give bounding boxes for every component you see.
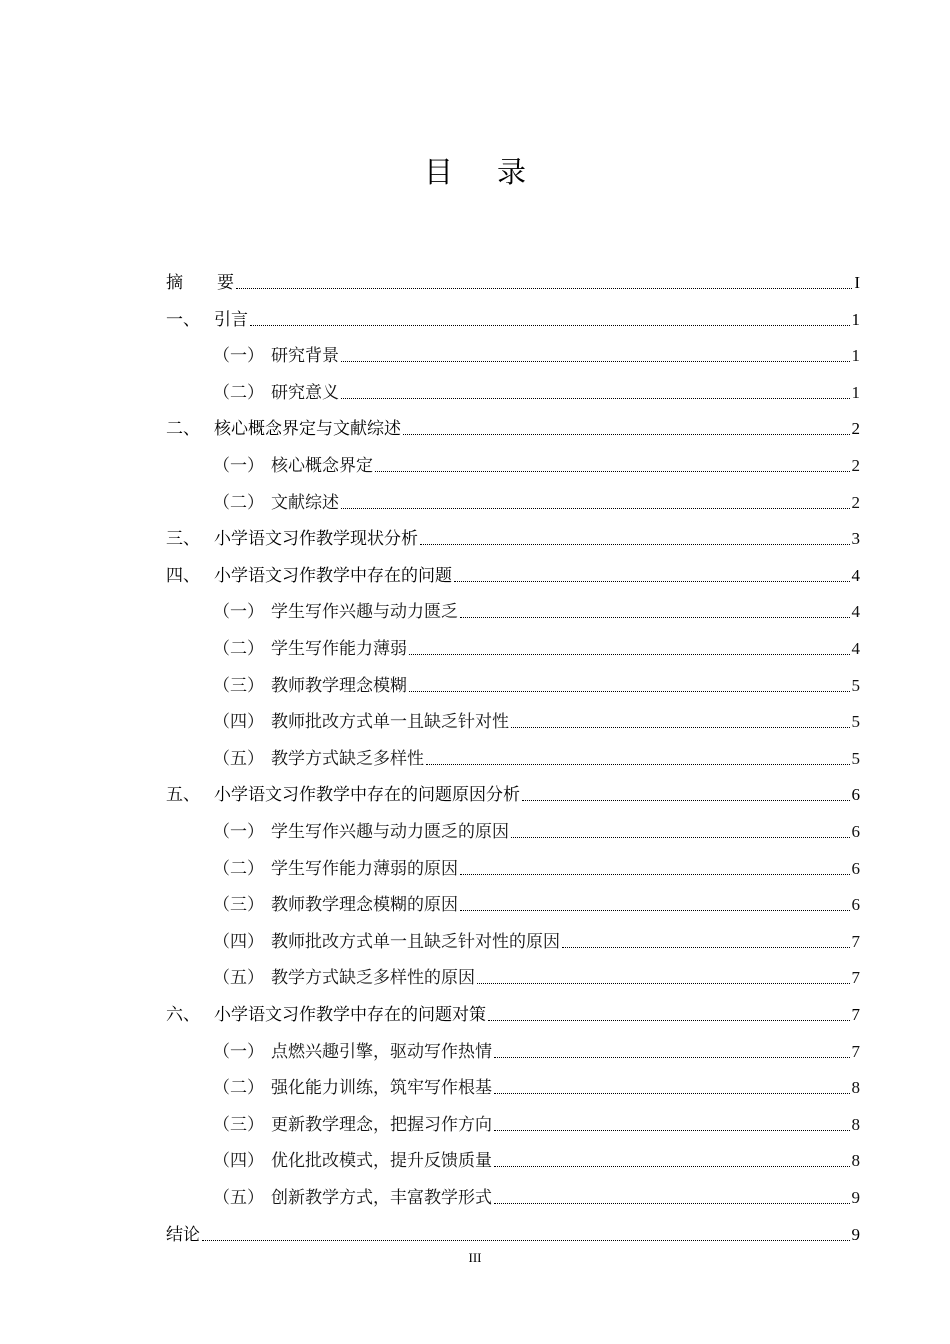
toc-entry-page: 2	[851, 456, 860, 475]
toc-entry[interactable]	[166, 404, 860, 440]
toc-entry[interactable]	[166, 258, 860, 294]
toc-entry-page: 2	[851, 492, 860, 512]
toc-entry-number: （二）	[213, 492, 264, 513]
toc-entry-label: 核心概念界定	[271, 456, 373, 476]
toc-entry-page: 1	[851, 309, 860, 329]
toc-entry[interactable]	[166, 1063, 860, 1099]
toc-entry[interactable]	[166, 587, 860, 623]
toc-entry-label: 研究背景	[271, 346, 339, 367]
toc-entry[interactable]	[166, 1100, 860, 1136]
toc-entry-number: 二、	[166, 419, 200, 440]
toc-entry-number: 三、	[166, 529, 200, 550]
toc-entry-number: （二）	[213, 1078, 264, 1099]
toc-dot-leader	[494, 1165, 850, 1167]
toc-entry[interactable]	[166, 441, 860, 477]
toc-entry-label: 教师教学理念模糊	[271, 675, 407, 696]
toc-entry-label: 学生写作兴趣与动力匮乏	[271, 602, 458, 623]
toc-entry-page: 5	[851, 675, 860, 695]
toc-dot-leader	[341, 397, 850, 399]
toc-dot-leader	[460, 909, 850, 911]
page-title	[0, 150, 950, 191]
toc-entry-number: （一）	[213, 602, 264, 623]
toc-dot-leader	[341, 360, 850, 362]
toc-entry-page: 4	[851, 602, 860, 622]
toc-entry-page: 1	[851, 382, 860, 402]
toc-entry-label: 教师批改方式单一且缺乏针对性	[271, 712, 509, 733]
toc-dot-leader	[477, 982, 850, 984]
toc-entry-label: 教师教学理念模糊的原因	[271, 895, 458, 916]
toc-dot-leader	[250, 324, 850, 326]
toc-entry[interactable]	[166, 551, 860, 587]
toc-entry-label: 核心概念界定与文献综述	[214, 419, 401, 440]
toc-entry[interactable]	[166, 770, 860, 806]
toc-entry[interactable]	[166, 661, 860, 697]
toc-entry-page: 6	[851, 822, 860, 841]
toc-entry[interactable]	[166, 514, 860, 550]
toc-entry-page: 8	[851, 1114, 860, 1134]
toc-dot-leader	[511, 726, 850, 728]
toc-entry[interactable]	[166, 1173, 860, 1209]
toc-entry[interactable]	[166, 880, 860, 916]
toc-dot-leader	[202, 1239, 850, 1241]
toc-dot-leader	[409, 690, 850, 692]
toc-entry-page: 6	[851, 895, 860, 915]
toc-entry-number: （二）	[213, 639, 264, 659]
toc-entry-number: （一）	[213, 456, 264, 476]
toc-entry[interactable]	[166, 1136, 860, 1172]
toc-dot-leader	[494, 1202, 850, 1204]
toc-dot-leader	[460, 616, 850, 618]
toc-entry-page: 4	[851, 565, 860, 585]
toc-entry-number: （二）	[213, 382, 264, 403]
toc-entry[interactable]	[166, 1210, 860, 1246]
toc-entry-label: 小学语文习作教学中存在的问题对策	[214, 1005, 486, 1025]
toc-dot-leader	[236, 287, 852, 289]
toc-dot-leader	[426, 763, 850, 765]
toc-dot-leader	[420, 543, 850, 545]
toc-entry-number: （五）	[213, 748, 264, 769]
toc-entry-label: 小学语文习作教学现状分析	[214, 529, 418, 550]
toc-entry[interactable]	[166, 368, 860, 404]
toc-entry-number: 摘 要	[166, 273, 234, 293]
toc-entry-page: 7	[851, 968, 860, 988]
toc-dot-leader	[494, 1129, 850, 1131]
toc-entry-page: 6	[851, 858, 860, 878]
toc-entry-page: 9	[851, 1188, 860, 1207]
toc-entry-label: 引言	[214, 309, 248, 330]
toc-entry-label: 教师批改方式单一且缺乏针对性的原因	[271, 931, 560, 952]
toc-dot-leader	[494, 1092, 850, 1094]
toc-entry-page: 8	[851, 1151, 860, 1171]
toc-entry-label: 学生写作能力薄弱的原因	[271, 858, 458, 879]
toc-entry-page: 5	[851, 712, 860, 732]
toc-entry[interactable]	[166, 953, 860, 989]
toc-dot-leader	[341, 507, 850, 509]
toc-entry-page: 7	[851, 1041, 860, 1061]
toc-entry-label: 结论	[166, 1224, 200, 1245]
toc-entry[interactable]	[166, 624, 860, 660]
toc-entry-number: 六、	[166, 1005, 200, 1025]
toc-entry-number: （四）	[213, 931, 264, 952]
toc-entry-label: 文献综述	[271, 492, 339, 513]
toc-entry[interactable]	[166, 478, 860, 514]
toc-entry-label: 优化批改模式，提升反馈质量	[271, 1151, 492, 1172]
toc-entry-label: 教学方式缺乏多样性的原因	[271, 968, 475, 989]
toc-dot-leader	[454, 580, 850, 582]
toc-dot-leader	[494, 1056, 850, 1058]
toc-entry-page: 9	[851, 1224, 860, 1244]
toc-entry-page: 3	[851, 529, 860, 549]
toc-entry-label: 教学方式缺乏多样性	[271, 748, 424, 769]
toc-entry-number: （一）	[213, 822, 264, 842]
toc-entry-label: 更新教学理念，把握习作方向	[271, 1114, 492, 1135]
toc-entry-number: （三）	[213, 895, 264, 916]
toc-dot-leader	[488, 1019, 850, 1021]
toc-entry-number: （四）	[213, 1151, 264, 1172]
toc-entry-number: （五）	[213, 968, 264, 989]
toc-dot-leader	[409, 653, 850, 655]
page-number: III	[468, 1250, 482, 1265]
toc-entry[interactable]	[166, 1027, 860, 1063]
title-char-1: 目	[423, 155, 453, 189]
toc-entry-page: 8	[851, 1078, 860, 1098]
toc-entry-number: （五）	[213, 1188, 264, 1208]
toc-entry[interactable]	[166, 807, 860, 843]
toc-entry-label: 强化能力训练，筑牢写作根基	[271, 1078, 492, 1099]
toc-entry[interactable]	[166, 844, 860, 880]
toc-entry-label: 小学语文习作教学中存在的问题原因分析	[214, 785, 520, 806]
toc-entry[interactable]	[166, 917, 860, 953]
toc-entry-number: （一）	[213, 1041, 264, 1062]
toc-entry[interactable]	[166, 734, 860, 770]
toc-entry-label: 点燃兴趣引擎，驱动写作热情	[271, 1041, 492, 1062]
toc-dot-leader	[460, 873, 850, 875]
toc-dot-leader	[522, 799, 850, 801]
toc-entry-number: （四）	[213, 712, 264, 733]
toc-entry-page: 2	[851, 419, 860, 439]
toc-entry[interactable]	[166, 331, 860, 367]
toc-entry-page: 4	[851, 639, 860, 658]
toc-entry-page: 6	[851, 785, 860, 805]
toc-entry-label: 学生写作兴趣与动力匮乏的原因	[271, 822, 509, 842]
toc-dot-leader	[562, 946, 850, 948]
toc-entry-page: 5	[851, 748, 860, 768]
toc-entry[interactable]	[166, 990, 860, 1026]
toc-entry-page: I	[854, 273, 860, 292]
toc-entry-number: 五、	[166, 785, 200, 806]
toc-entry-page: 7	[851, 931, 860, 951]
toc-entry-number: 四、	[166, 565, 200, 586]
toc-entry-number: （一）	[213, 346, 264, 367]
title-char-2: 录	[497, 155, 527, 189]
toc-dot-leader	[403, 433, 850, 435]
toc-entry[interactable]	[166, 295, 860, 331]
toc-entry-number: （二）	[213, 858, 264, 879]
toc-entry-page: 1	[851, 346, 860, 366]
toc-entry-number: （三）	[213, 675, 264, 696]
toc-dot-leader	[511, 836, 850, 838]
toc-entry-number: 一、	[166, 309, 200, 330]
toc-entry-label: 创新教学方式，丰富教学形式	[271, 1188, 492, 1208]
toc-entry-label: 研究意义	[271, 382, 339, 403]
toc-entry[interactable]	[166, 697, 860, 733]
toc-entry-label: 小学语文习作教学中存在的问题	[214, 565, 452, 586]
toc-dot-leader	[375, 470, 850, 472]
toc-entry-page: 7	[851, 1005, 860, 1024]
toc-entry-label: 学生写作能力薄弱	[271, 639, 407, 659]
toc-entry-number: （三）	[213, 1114, 264, 1135]
